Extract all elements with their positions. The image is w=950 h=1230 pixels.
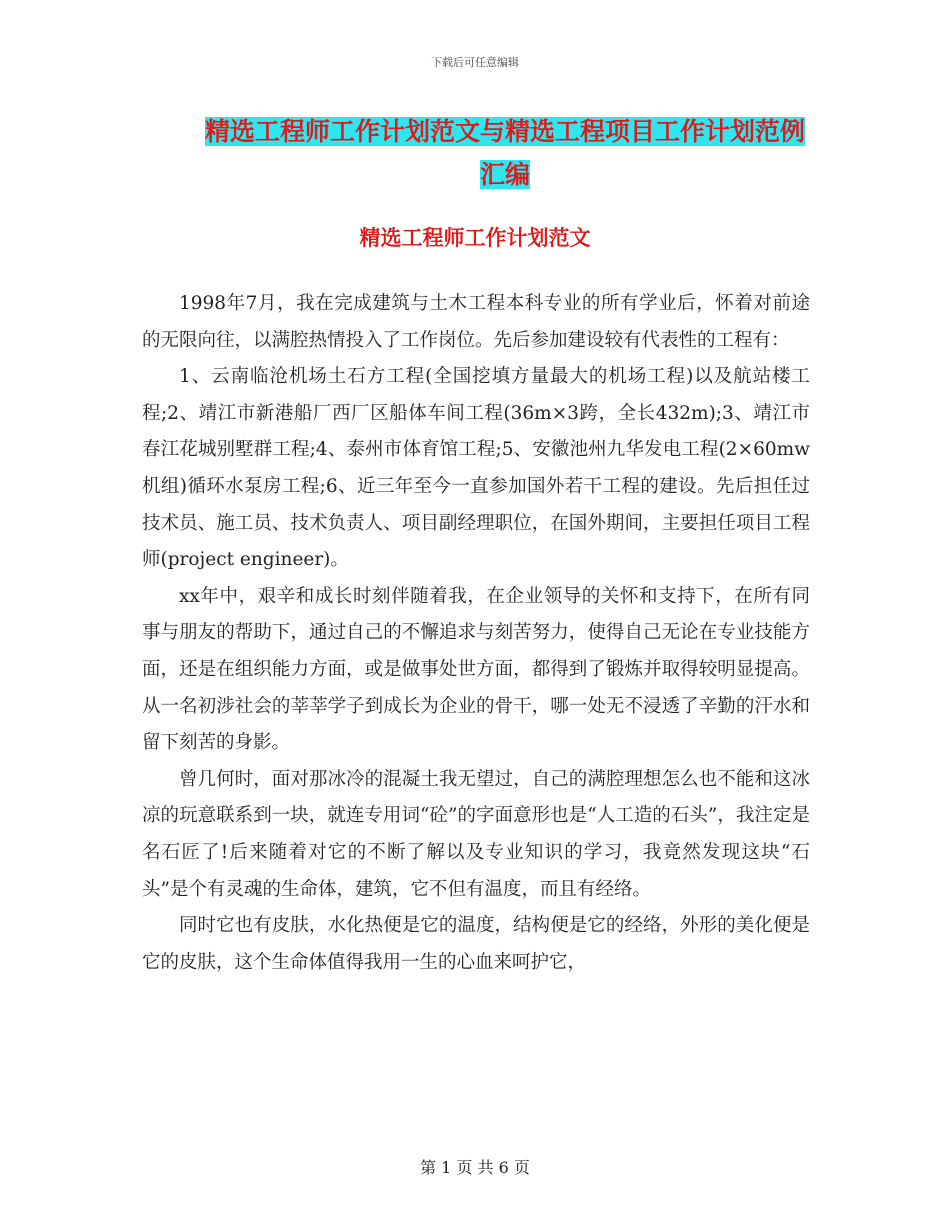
document-title-text: 精选工程师工作计划范文与精选工程项目工作计划范例汇编 — [204, 117, 805, 189]
paragraph: 曾几何时，面对那冰冷的混凝土我无望过，自己的满腔理想怎么也不能和这冰凉的玩意联系到一块，就连专用词“砼”的字面意形也是“人工造的石头”，我注定是名石匠了!后来随着对它的不断了解以及专业知识的学习，我竟然发现这块“石头”是个有灵魂的生命体，建筑，它不但有温度，而且有经络。 — [142, 768, 810, 900]
paragraph: 1998年7月，我在完成建筑与土木工程本科专业的所有学业后，怀着对前途的无限向往，以满腔热情投入了工作岗位。先后参加建设较有代表性的工程有： — [142, 293, 810, 351]
body-text — [142, 286, 810, 981]
header-note: 下载后可任意编辑 — [431, 56, 519, 69]
section-title: 精选工程师工作计划范文 — [359, 225, 591, 250]
paragraph: xx年中，艰辛和成长时刻伴随着我，在企业领导的关怀和支持下，在所有同事与朋友的帮助下，通过自己的不懈追求与刻苦努力，使得自己无论在专业技能方面，还是在组织能力方面，或是做事处世方面，都得到了锻炼并取得较明显提高。从一名初涉社会的莘莘学子到成长为企业的骨干，哪一处无不浸透了辛勤的汗水和留下刻苦的身影。 — [142, 585, 810, 754]
paragraph: 同时它也有皮肤，水化热便是它的温度，结构便是它的经络，外形的美化便是它的皮肤，这个生命体值得我用一生的心血来呵护它， — [142, 915, 810, 973]
paragraph: 1、云南临沧机场土石方工程(全国挖填方量最大的机场工程)以及航站楼工程;2、靖江市新港船厂西厂区船体车间工程(36m×3跨，全长432m);3、靖江市春江花城别墅群工程;4、泰州市体育馆工程;5、安徽池州九华发电工程(2×60mw机组)循环水泵房工程;6、近三年至今一直参加国外若干工程的建设。先后担任过技术员、施工员、技术负责人、项目副经理职位，在国外期间，主要担任项目工程师(project engineer)。 — [142, 366, 810, 571]
document-title — [195, 110, 815, 196]
page-footer: 第 1 页 共 6 页 — [420, 1158, 530, 1177]
